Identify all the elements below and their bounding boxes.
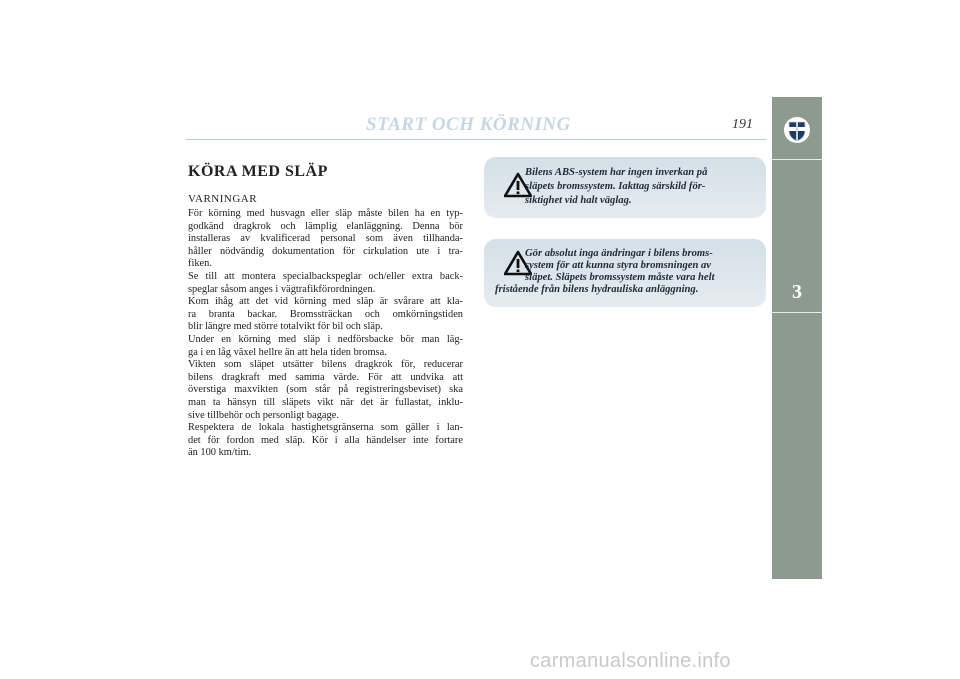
body-line: installeras av kvalificerad personal som även tillhanda- [188,233,463,245]
watermark: carmanualsonline.info [530,650,731,672]
body-line: än 100 km/tim. [188,447,252,459]
warning-line: system för att kunna styra bromsningen av [525,260,712,271]
body-line: Se till att montera specialbackspeglar och/eller extra back- [188,270,463,282]
warning-line: Gör absolut inga ändringar i bilens broms- [525,248,713,259]
body-line: Under en körning med släp i nedförsbacke bör man läg- [188,333,463,345]
section-title: KÖRA MED SLÄP [188,163,328,180]
warning-line: fristående från bilens hydrauliska anläggning. [495,284,699,295]
header-title: START OCH KÖRNING [366,114,571,135]
body-line: blir längre med större totalvikt för bil och släp. [188,321,383,333]
body-line: Vikten som släpet utsätter bilens dragkrok för, reducerar [188,359,463,371]
body-line: håller nödvändig dokumentation för cirkulation ute i tra- [188,245,463,257]
body-line: ga i en låg växel hellre än att hela tiden bromsa. [188,346,387,358]
body-line: överstiga maxvikten (som står på registreringsbeviset) ska [188,384,463,396]
tab-divider [772,159,822,160]
chapter-number: 3 [792,281,802,303]
warning-line: släpets bromssystem. Iakttag särskild för- [525,181,706,192]
section-subheading: VARNINGAR [188,193,258,205]
body-line: speglar såsom anges i vägtrafikförordningen. [188,283,376,295]
warning-box-abs [484,157,766,218]
body-text [188,208,463,460]
warning-line: Bilens ABS-system har ingen inverkan på [525,167,708,178]
body-line: godkänd dragkrok och lämplig elanläggning. Denna bör [188,220,463,232]
body-line: man ta hänsyn till släpets vikt när det är fullastat, inklu- [188,396,463,408]
header-rule [186,139,766,140]
lancia-shield-icon [783,116,811,144]
chapter-side-tab[interactable] [772,97,822,579]
warning-line: släpet. Släpets bromssystem måste vara helt [525,272,715,283]
body-line: fiken. [188,258,212,270]
body-line: För körning med husvagn eller släp måste bilen ha en typ- [188,208,463,219]
body-line: Respektera de lokala hastighetsgränserna som gäller i lan- [188,422,463,434]
body-line: det för fordon med släp. Kör i alla händelser inte fortare [188,434,463,446]
body-line: bilens dragkraft med samma värde. För att undvika att [188,371,463,383]
page-number: 191 [732,117,753,132]
warning-box-brakes [484,239,766,307]
warning-line: siktighet vid halt väglag. [525,195,632,206]
body-line: sive tillbehör och personligt bagage. [188,409,339,421]
body-line: Kom ihåg att det vid körning med släp är svårare att kla- [188,296,463,308]
tab-divider [772,312,822,313]
body-line: ra branta backar. Bromssträckan och omkörningstiden [188,308,463,320]
